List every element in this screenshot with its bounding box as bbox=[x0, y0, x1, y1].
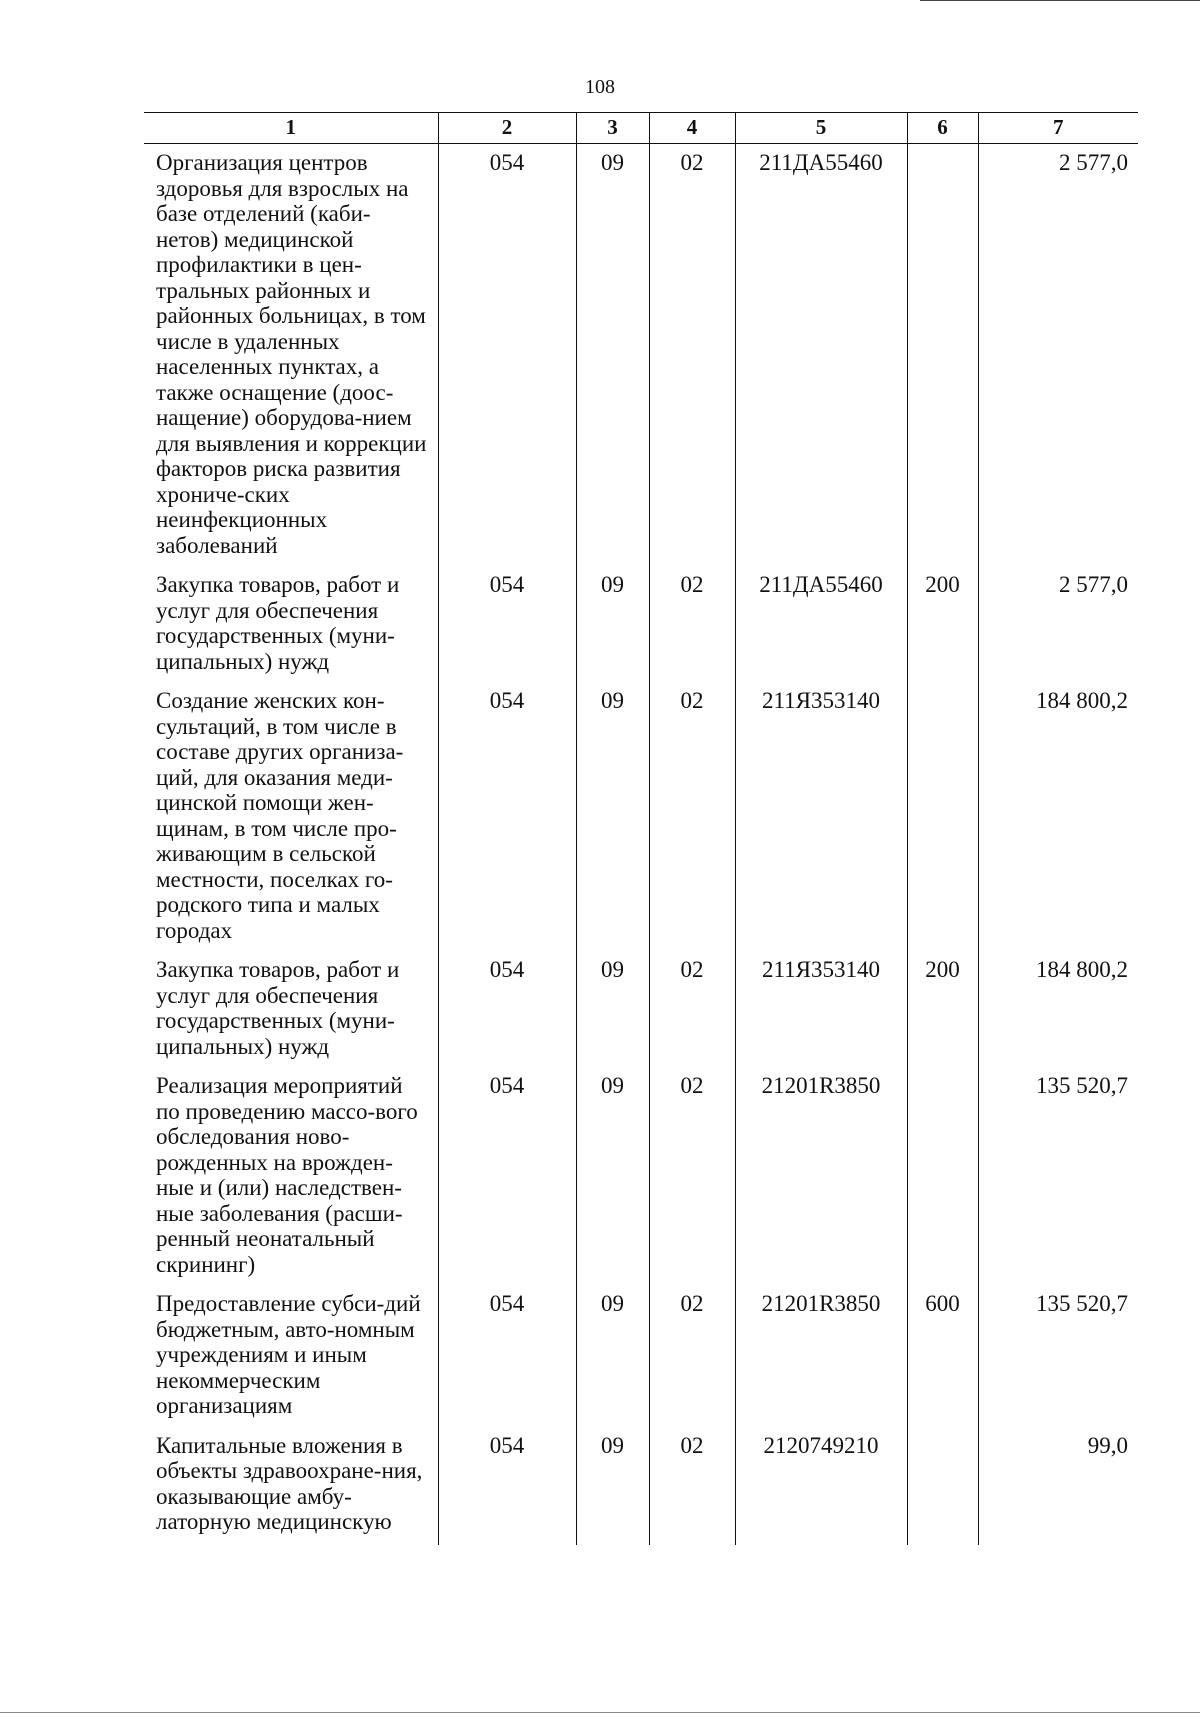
cell-col-2: 054 bbox=[438, 953, 576, 1069]
cell-col-7: 2 577,0 bbox=[978, 144, 1138, 569]
table-row bbox=[144, 1287, 1138, 1429]
scan-top-edge-line bbox=[920, 0, 1200, 1]
row-name: Создание женских кон-сультаций, в том числе в составе других организа-ций, для оказания меди-цинской помощи жен-щинам, в том числе про-живающим в сельской местности, поселках го-родского типа и малых городах bbox=[156, 688, 404, 943]
table-row bbox=[144, 1429, 1138, 1545]
row-name: Организация центров здоровья для взрослых на базе отделений (каби-нетов) медицинской профилактики в цен-тральных районных и районных больницах, в том числе в удаленных населенных пунктах, а также оснащение (доос-нащение) оборудова-нием для выявления и коррекции факторов риска развития хрониче-ских неинфекционных заболеваний bbox=[156, 150, 427, 558]
cell-col-3: 09 bbox=[576, 1069, 649, 1287]
cell-col-3: 09 bbox=[576, 953, 649, 1069]
cell-col-3: 09 bbox=[576, 144, 649, 569]
cell-col-7: 135 520,7 bbox=[978, 1069, 1138, 1287]
row-name: Закупка товаров, работ и услуг для обеспечения государственных (муни-ципальных) нужд bbox=[156, 957, 400, 1059]
table-row bbox=[144, 1069, 1138, 1287]
row-name: Реализация мероприятий по проведению массо-вого обследования ново-рожденных на врожден-ные и (или) наследствен-ные заболевания (расши-ренный неонатальный скрининг) bbox=[156, 1073, 418, 1277]
cell-col-6: 600 bbox=[907, 1287, 978, 1429]
header-col-7: 7 bbox=[978, 113, 1138, 144]
header-col-1: 1 bbox=[144, 113, 438, 144]
cell-col-5: 211ДА55460 bbox=[735, 568, 907, 684]
table-header-row bbox=[144, 113, 1138, 144]
cell-col-7: 184 800,2 bbox=[978, 953, 1138, 1069]
cell-col-6: 200 bbox=[907, 568, 978, 684]
cell-col-4: 02 bbox=[649, 1287, 735, 1429]
cell-col-5: 211Я353140 bbox=[735, 684, 907, 953]
header-col-4: 4 bbox=[649, 113, 735, 144]
cell-col-5: 211Я353140 bbox=[735, 953, 907, 1069]
cell-col-6: 200 bbox=[907, 953, 978, 1069]
cell-col-3: 09 bbox=[576, 1287, 649, 1429]
cell-col-7: 2 577,0 bbox=[978, 568, 1138, 684]
row-name: Закупка товаров, работ и услуг для обеспечения государственных (муни-ципальных) нужд bbox=[156, 572, 400, 674]
cell-col-5: 2120749210 bbox=[735, 1429, 907, 1545]
cell-col-3: 09 bbox=[576, 684, 649, 953]
cell-col-4: 02 bbox=[649, 1429, 735, 1545]
table-row bbox=[144, 684, 1138, 953]
scan-bottom-edge-line bbox=[0, 1712, 1200, 1713]
cell-col-7: 99,0 bbox=[978, 1429, 1138, 1545]
cell-col-5: 211ДА55460 bbox=[735, 144, 907, 569]
table-row bbox=[144, 568, 1138, 684]
row-name: Капитальные вложения в объекты здравоохране-ния, оказывающие амбу-латорную медицинскую bbox=[156, 1432, 423, 1534]
cell-col-3: 09 bbox=[576, 568, 649, 684]
cell-col-5: 21201R3850 bbox=[735, 1287, 907, 1429]
cell-col-5: 21201R3850 bbox=[735, 1069, 907, 1287]
page-number: 108 bbox=[585, 76, 615, 98]
cell-col-7: 184 800,2 bbox=[978, 684, 1138, 953]
cell-col-2: 054 bbox=[438, 684, 576, 953]
cell-col-4: 02 bbox=[649, 568, 735, 684]
budget-table-container bbox=[144, 112, 1138, 1545]
cell-col-4: 02 bbox=[649, 684, 735, 953]
cell-col-6 bbox=[907, 1429, 978, 1545]
cell-col-3: 09 bbox=[576, 1429, 649, 1545]
cell-col-2: 054 bbox=[438, 1069, 576, 1287]
cell-col-6 bbox=[907, 144, 978, 569]
cell-col-6 bbox=[907, 1069, 978, 1287]
table-row bbox=[144, 144, 1138, 569]
cell-col-2: 054 bbox=[438, 1287, 576, 1429]
cell-col-4: 02 bbox=[649, 1069, 735, 1287]
cell-col-2: 054 bbox=[438, 144, 576, 569]
header-col-6: 6 bbox=[907, 113, 978, 144]
cell-col-4: 02 bbox=[649, 953, 735, 1069]
cell-col-2: 054 bbox=[438, 568, 576, 684]
cell-col-4: 02 bbox=[649, 144, 735, 569]
budget-table bbox=[144, 112, 1138, 1545]
row-name: Предоставление субси-дий бюджетным, авто-номным учреждениям и иным некоммерческим организациям bbox=[156, 1291, 421, 1418]
table-row bbox=[144, 953, 1138, 1069]
cell-col-7: 135 520,7 bbox=[978, 1287, 1138, 1429]
header-col-3: 3 bbox=[576, 113, 649, 144]
header-col-2: 2 bbox=[438, 113, 576, 144]
header-col-5: 5 bbox=[735, 113, 907, 144]
cell-col-6 bbox=[907, 684, 978, 953]
cell-col-2: 054 bbox=[438, 1429, 576, 1545]
